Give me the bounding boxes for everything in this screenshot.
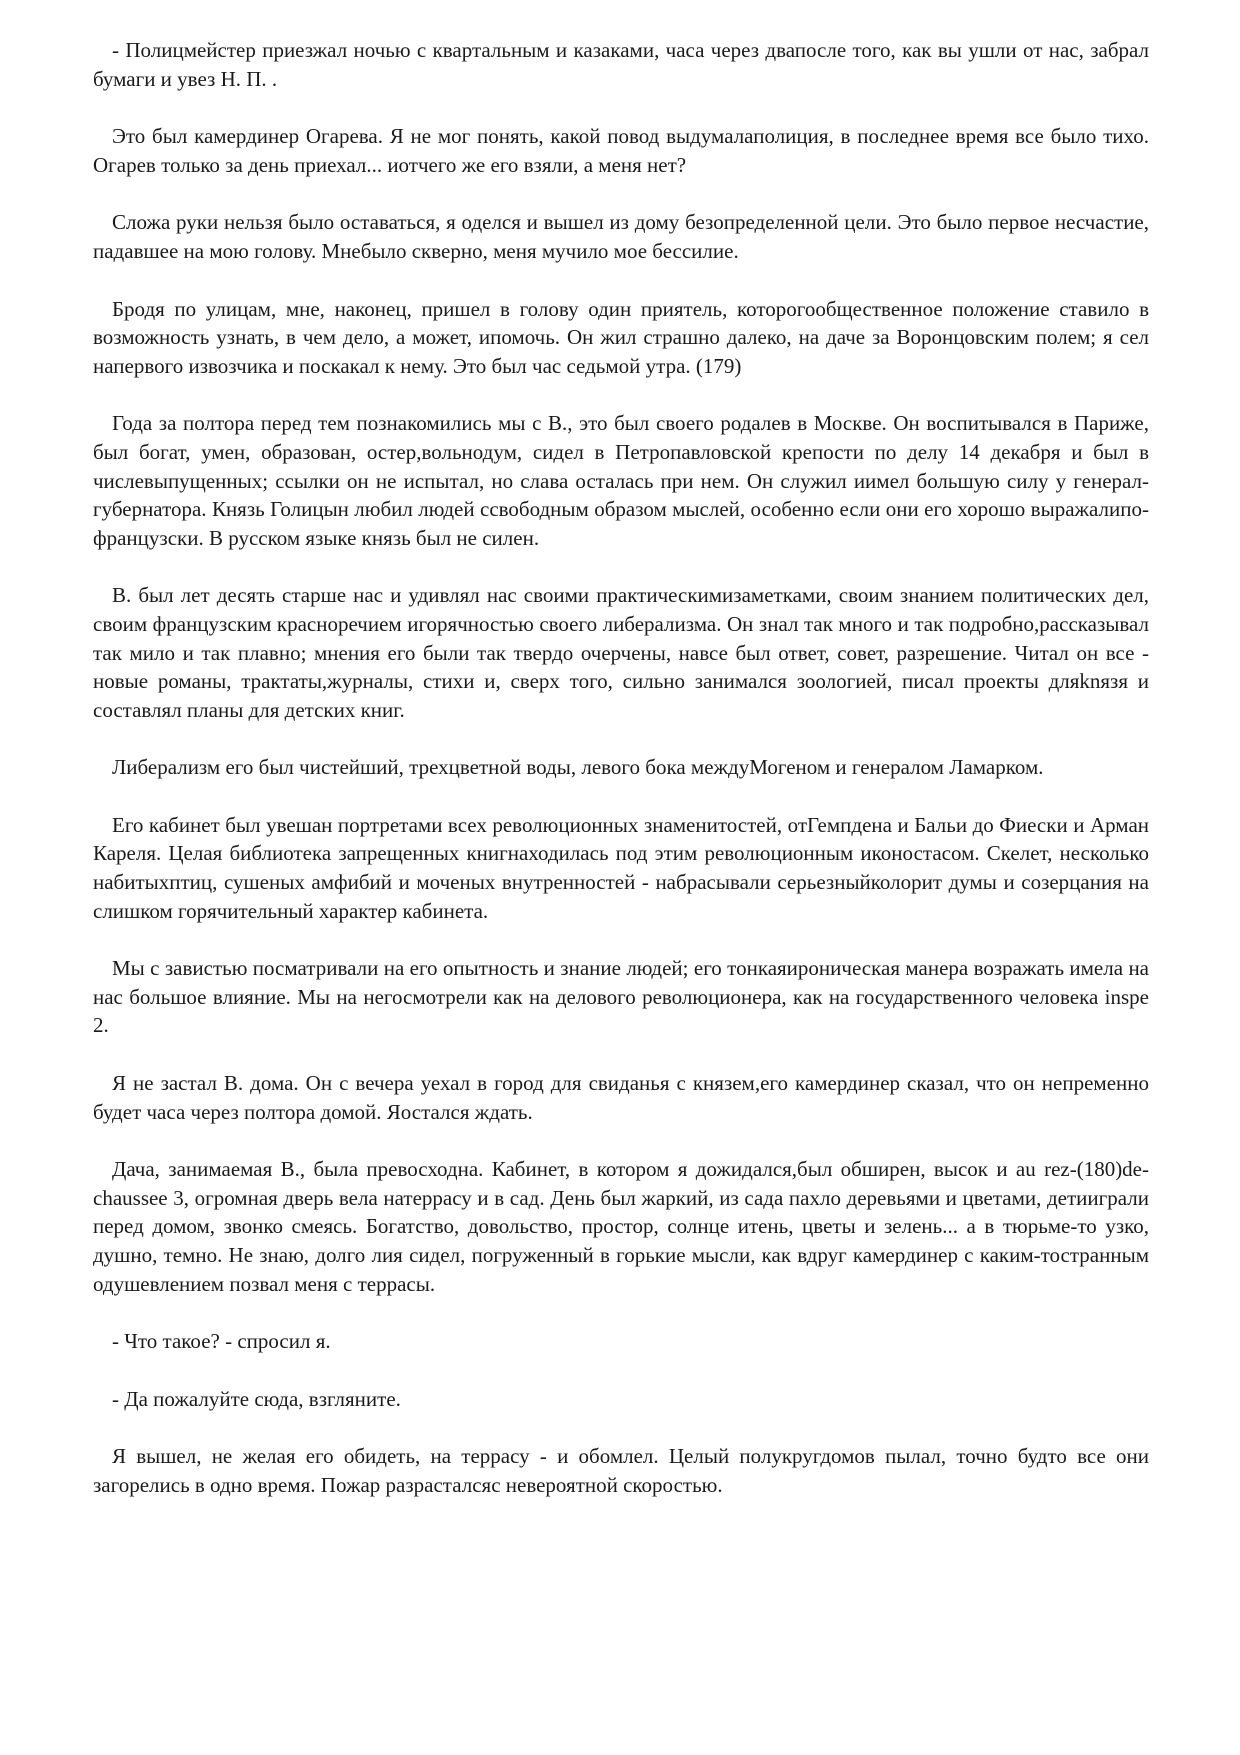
paragraph: Дача, занимаемая В., была превосходна. Кабинет, в котором я дожидался,был обширен, высок и au rez-(180)de-chaussee 3, огромная дверь вела натеррасу и в сад. День был жаркий, из сада пахло деревьями и цветами, детииграли перед домом, звонко смеясь. Богатство, довольство, простор, солнце итень, цветы и зелень... а в тюрьме-то узко, душно, темно. Не знаю, долго лия сидел, погруженный в горькие мысли, как вдруг камердинер с каким-тостранным одушевлением позвал меня с террасы.: [93, 1157, 1149, 1296]
paragraph: Я вышел, не желая его обидеть, на террасу - и обомлел. Целый полукругдомов пылал, точно будто все они загорелись в одно время. Пожар разрасталсяс невероятной скоростью.: [93, 1444, 1149, 1497]
paragraph: - Полицмейстер приезжал ночью с квартальным и казаками, часа через двапосле того, как вы ушли от нас, забрал бумаги и увез Н. П. .: [93, 38, 1149, 91]
paragraph: Я не застал В. дома. Он с вечера уехал в город для свиданья с князем,его камердинер сказал, что он непременно будет часа через полтора домой. Яостался ждать.: [93, 1071, 1149, 1124]
paragraph: Мы с завистью посматривали на его опытность и знание людей; его тонкаяироническая манера возражать имела на нас большое влияние. Мы на негосмотрели как на делового революционера, как на государственного человека inspe 2.: [93, 956, 1149, 1038]
paragraph: Года за полтора перед тем познакомились мы с В., это был своего родалев в Москве. Он воспитывался в Париже, был богат, умен, образован, остер,вольнодум, сидел в Петропавловской крепости по делу 14 декабря и был в числевыпущенных; ссылки он не испытал, но слава осталась при нем. Он служил иимел большую силу у генерал-губернатора. Князь Голицын любил людей ссвободным образом мыслей, особенно если они его хорошо выражалипо-французски. В русском языке князь был не силен.: [93, 411, 1149, 550]
paragraph: - Да пожалуйте сюда, взгляните.: [112, 1386, 401, 1411]
paragraph: - Что такое? - спросил я.: [112, 1329, 331, 1354]
paragraph: Либерализм его был чистейший, трехцветной воды, левого бока междуМогеном и генералом Ламарком.: [112, 755, 1044, 780]
paragraph: В. был лет десять старше нас и удивлял нас своими практическимизаметками, своим знанием политических дел, своим французским красноречием игорячностью своего либерализма. Он знал так много и так подробно,рассказывал так мило и так плавно; мнения его были так твердо очерчены, навсе был ответ, совет, разрешение. Читал он все - новые романы, трактаты,журналы, стихи и, сверх того, сильно занимался зоологией, писал проекты дляknязя и составлял планы для детских книг.: [93, 583, 1149, 722]
paragraph: Сложа руки нельзя было оставаться, я оделся и вышел из дому безопределенной цели. Это было первое несчастие, падавшее на мою голову. Мнебыло скверно, меня мучило мое бессилие.: [93, 210, 1149, 263]
document-page: [93, 36, 1149, 1726]
paragraph: Это был камердинер Огарева. Я не мог понять, какой повод выдумалаполиция, в последнее время все было тихо. Огарев только за день приехал... иотчего же его взяли, а меня нет?: [93, 124, 1149, 177]
paragraph: Его кабинет был увешан портретами всех революционных знаменитостей, отГемпдена и Бальи до Фиески и Арман Кареля. Целая библиотека запрещенных книгнаходилась под этим революционным иконостасом. Скелет, несколько набитыхптиц, сушеных амфибий и моченых внутренностей - набрасывали серьезныйколорит думы и созерцания на слишком горячительный характер кабинета.: [93, 812, 1149, 923]
paragraph: Бродя по улицам, мне, наконец, пришел в голову один приятель, которогообщественное положение ставило в возможность узнать, в чем дело, а может, ипомочь. Он жил страшно далеко, на даче за Воронцовским полем; я сел напервого извозчика и поскакал к нему. Это был час седьмой утра. (179): [93, 296, 1149, 378]
